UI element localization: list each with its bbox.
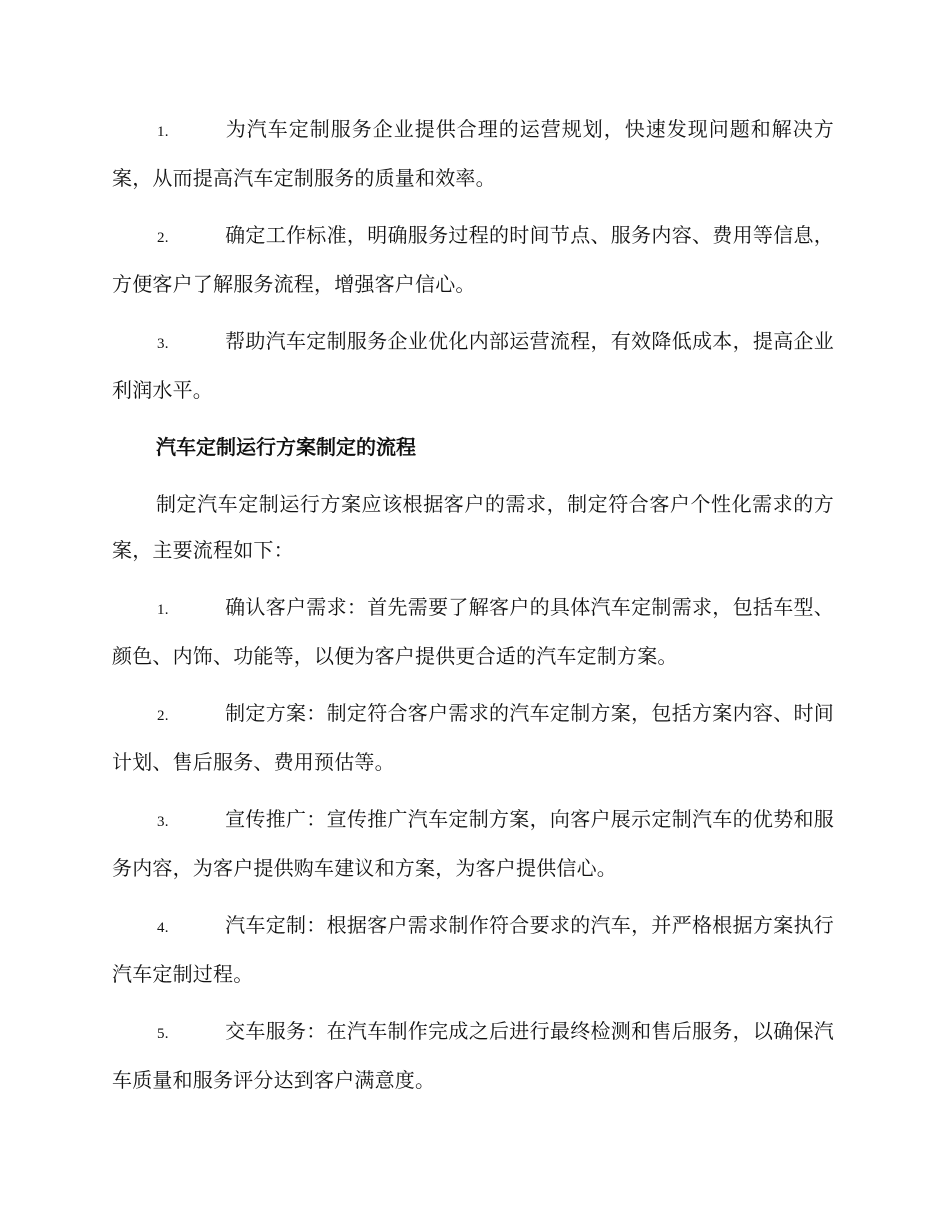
list-number: 3. — [157, 814, 169, 830]
list-item — [112, 902, 834, 997]
intro-paragraph: 制定汽车定制运行方案应该根据客户的需求，制定符合客户个性化需求的方案，主要流程如下： — [112, 492, 834, 562]
list-item — [112, 690, 834, 785]
list-item — [112, 584, 834, 679]
list-number: 1. — [157, 602, 169, 618]
list-number: 4. — [157, 920, 169, 936]
list-text: 帮助汽车定制服务企业优化内部运营流程，有效降低成本，提高企业利润水平。 — [112, 329, 834, 402]
list-number: 1. — [157, 124, 169, 140]
document-content — [112, 106, 834, 1114]
list-text: 宣传推广：宣传推广汽车定制方案，向客户展示定制汽车的优势和服务内容，为客户提供购车建议和方案，为客户提供信心。 — [112, 807, 834, 880]
list-number: 2. — [157, 230, 169, 246]
list-number: 3. — [157, 336, 169, 352]
list-item — [112, 318, 834, 413]
list-text: 确定工作标准，明确服务过程的时间节点、服务内容、费用等信息，方便客户了解服务流程，增强客户信心。 — [112, 223, 834, 296]
list-text: 交车服务：在汽车制作完成之后进行最终检测和售后服务，以确保汽车质量和服务评分达到客户满意度。 — [112, 1019, 834, 1092]
list-text: 确认客户需求：首先需要了解客户的具体汽车定制需求，包括车型、颜色、内饰、功能等，以便为客户提供更合适的汽车定制方案。 — [112, 595, 834, 668]
list-item — [112, 1008, 834, 1103]
list-item — [112, 212, 834, 307]
list-number: 5. — [157, 1026, 169, 1042]
list-text: 为汽车定制服务企业提供合理的运营规划，快速发现问题和解决方案，从而提高汽车定制服务的质量和效率。 — [112, 117, 834, 190]
list-item — [112, 796, 834, 891]
list-number: 2. — [157, 708, 169, 724]
list-item — [112, 106, 834, 201]
section-heading: 汽车定制运行方案制定的流程 — [156, 435, 416, 459]
list-text: 汽车定制：根据客户需求制作符合要求的汽车，并严格根据方案执行汽车定制过程。 — [112, 913, 834, 986]
list-text: 制定方案：制定符合客户需求的汽车定制方案，包括方案内容、时间计划、售后服务、费用预估等。 — [112, 701, 834, 774]
